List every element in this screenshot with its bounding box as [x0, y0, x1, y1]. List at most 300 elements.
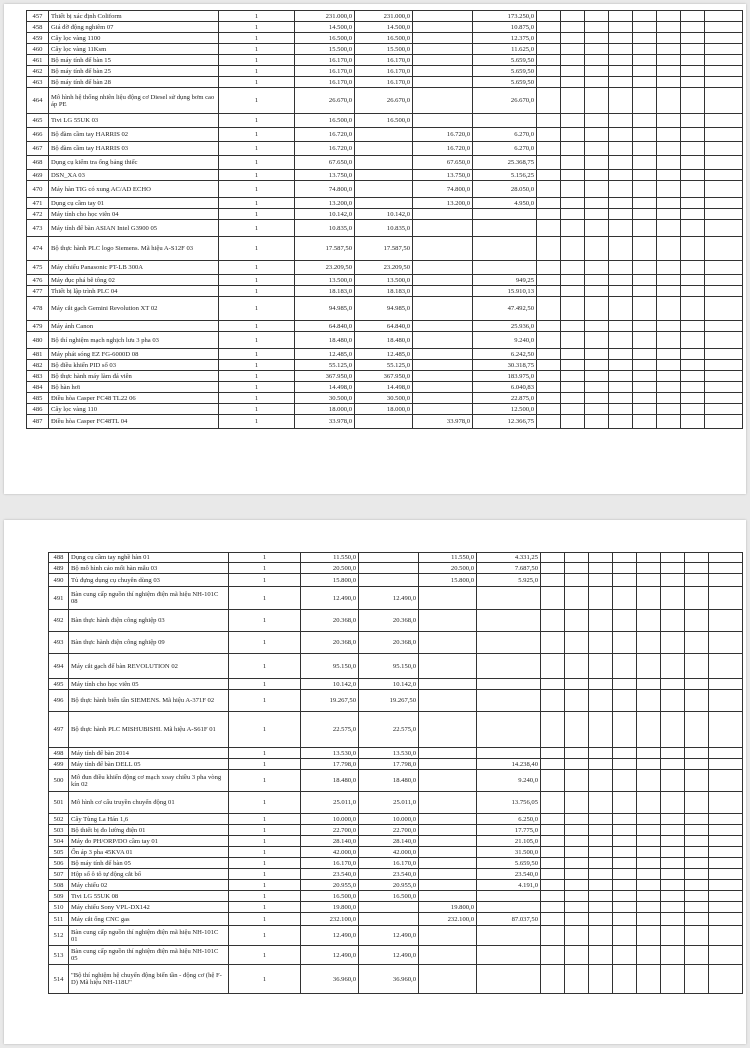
cell-v2: 20.368,0	[359, 632, 419, 654]
table-row	[27, 237, 743, 261]
cell-v1: 16.500,0	[295, 114, 355, 128]
cell-empty	[561, 321, 585, 332]
cell-v4	[477, 632, 541, 654]
cell-empty	[685, 679, 709, 690]
cell-v4: 9.240,0	[477, 770, 541, 792]
table-row	[49, 712, 743, 748]
cell-empty	[709, 891, 743, 902]
cell-empty	[541, 847, 565, 858]
table-row	[27, 114, 743, 128]
cell-empty	[637, 847, 661, 858]
cell-name: DSN_XA 03	[49, 170, 219, 181]
cell-name: Máy tính để bàn 2014	[69, 748, 229, 759]
table-row	[49, 690, 743, 712]
cell-stt: 490	[49, 574, 69, 587]
cell-v1: 28.140,0	[301, 836, 359, 847]
cell-empty	[609, 33, 633, 44]
cell-empty	[709, 574, 743, 587]
cell-v3	[419, 847, 477, 858]
cell-empty	[685, 926, 709, 946]
cell-empty	[657, 142, 681, 156]
cell-v3	[419, 632, 477, 654]
cell-stt: 494	[49, 654, 69, 679]
cell-empty	[637, 836, 661, 847]
cell-qty: 1	[219, 382, 295, 393]
cell-v3	[413, 321, 473, 332]
cell-empty	[561, 371, 585, 382]
cell-empty	[565, 770, 589, 792]
cell-empty	[637, 632, 661, 654]
cell-v2: 23.209,50	[355, 261, 413, 275]
cell-empty	[657, 77, 681, 88]
cell-qty: 1	[229, 574, 301, 587]
cell-empty	[633, 286, 657, 297]
cell-v4: 9.240,0	[473, 332, 537, 349]
cell-name: Bộ thực hành PLC MISHUBISHI. Mã hiệu A-S61F 01	[69, 712, 229, 748]
cell-qty: 1	[219, 77, 295, 88]
cell-v2: 16.170,0	[359, 858, 419, 869]
cell-v1: 10.142,0	[295, 209, 355, 220]
cell-empty	[709, 926, 743, 946]
cell-empty	[681, 393, 705, 404]
cell-empty	[633, 128, 657, 142]
cell-stt: 466	[27, 128, 49, 142]
cell-empty	[613, 792, 637, 814]
table-row	[27, 170, 743, 181]
cell-v4: 6.250,0	[477, 814, 541, 825]
cell-empty	[661, 632, 685, 654]
cell-empty	[609, 66, 633, 77]
cell-v3	[419, 610, 477, 632]
cell-empty	[585, 275, 609, 286]
cell-empty	[565, 965, 589, 994]
cell-empty	[709, 913, 743, 926]
cell-empty	[681, 220, 705, 237]
cell-name: Dụng cụ cầm tay 01	[49, 198, 219, 209]
cell-v2	[355, 142, 413, 156]
cell-v1: 16.170,0	[301, 858, 359, 869]
cell-empty	[685, 902, 709, 913]
cell-empty	[681, 142, 705, 156]
cell-v4: 31.500,0	[477, 847, 541, 858]
cell-empty	[537, 198, 561, 209]
cell-v3	[419, 690, 477, 712]
cell-empty	[541, 770, 565, 792]
cell-empty	[561, 297, 585, 321]
cell-v1: 13.200,0	[295, 198, 355, 209]
cell-empty	[681, 275, 705, 286]
cell-empty	[565, 902, 589, 913]
table-row	[27, 332, 743, 349]
cell-empty	[613, 654, 637, 679]
cell-empty	[681, 66, 705, 77]
cell-empty	[565, 574, 589, 587]
cell-qty: 1	[229, 902, 301, 913]
cell-v4	[477, 965, 541, 994]
cell-empty	[589, 690, 613, 712]
table-row	[27, 415, 743, 429]
cell-empty	[589, 759, 613, 770]
cell-v3	[413, 371, 473, 382]
cell-empty	[705, 360, 743, 371]
cell-empty	[681, 88, 705, 114]
cell-empty	[633, 33, 657, 44]
cell-empty	[613, 553, 637, 563]
cell-empty	[657, 170, 681, 181]
cell-empty	[709, 610, 743, 632]
cell-empty	[705, 332, 743, 349]
cell-empty	[565, 610, 589, 632]
cell-empty	[705, 77, 743, 88]
cell-empty	[537, 156, 561, 170]
table-row	[49, 880, 743, 891]
cell-qty: 1	[219, 371, 295, 382]
cell-empty	[561, 404, 585, 415]
cell-empty	[637, 869, 661, 880]
cell-empty	[589, 825, 613, 836]
cell-empty	[657, 156, 681, 170]
cell-empty	[637, 913, 661, 926]
cell-qty: 1	[229, 825, 301, 836]
cell-empty	[633, 44, 657, 55]
cell-stt: 460	[27, 44, 49, 55]
cell-empty	[609, 88, 633, 114]
cell-name: Máy chiếu Sony VPL-DX142	[69, 902, 229, 913]
cell-empty	[537, 297, 561, 321]
cell-v4: 13.756,05	[477, 792, 541, 814]
table-row	[49, 679, 743, 690]
cell-empty	[613, 587, 637, 610]
cell-stt: 479	[27, 321, 49, 332]
cell-qty: 1	[219, 332, 295, 349]
cell-empty	[585, 371, 609, 382]
cell-stt: 500	[49, 770, 69, 792]
cell-stt: 492	[49, 610, 69, 632]
cell-name: Bộ máy tính để bàn 15	[49, 55, 219, 66]
table-row	[27, 220, 743, 237]
cell-empty	[589, 654, 613, 679]
cell-v3	[419, 770, 477, 792]
cell-empty	[681, 22, 705, 33]
cell-empty	[657, 55, 681, 66]
cell-empty	[541, 553, 565, 563]
cell-empty	[609, 44, 633, 55]
cell-qty: 1	[229, 690, 301, 712]
cell-v2: 36.960,0	[359, 965, 419, 994]
cell-v2	[359, 902, 419, 913]
table-row	[27, 33, 743, 44]
cell-name: Máy đo PH/ORP/DO cầm tay 01	[69, 836, 229, 847]
cell-empty	[589, 814, 613, 825]
cell-empty	[609, 11, 633, 22]
cell-v2: 20.955,0	[359, 880, 419, 891]
cell-empty	[537, 170, 561, 181]
cell-qty: 1	[229, 792, 301, 814]
cell-name: Máy tính cho học viên 05	[69, 679, 229, 690]
cell-v2: 15.500,0	[355, 44, 413, 55]
cell-empty	[685, 759, 709, 770]
cell-name: Bộ thực hành biến tần SIEMENS. Mã hiệu A-371F 02	[69, 690, 229, 712]
table-row	[49, 926, 743, 946]
asset-table-page-1	[26, 10, 743, 429]
cell-v4	[477, 946, 541, 965]
cell-empty	[657, 66, 681, 77]
cell-qty: 1	[219, 393, 295, 404]
cell-empty	[685, 574, 709, 587]
cell-empty	[541, 792, 565, 814]
cell-empty	[613, 847, 637, 858]
cell-empty	[709, 748, 743, 759]
cell-v3	[419, 965, 477, 994]
cell-empty	[585, 297, 609, 321]
cell-v1: 64.840,0	[295, 321, 355, 332]
cell-empty	[633, 88, 657, 114]
cell-v2	[355, 128, 413, 142]
cell-v2: 13.530,0	[359, 748, 419, 759]
cell-empty	[589, 880, 613, 891]
cell-empty	[537, 321, 561, 332]
cell-name: Tủ đựng dụng cụ chuyên dùng 03	[69, 574, 229, 587]
cell-v1: 367.950,0	[295, 371, 355, 382]
cell-v1: 17.587,50	[295, 237, 355, 261]
cell-empty	[661, 679, 685, 690]
cell-qty: 1	[229, 926, 301, 946]
cell-stt: 495	[49, 679, 69, 690]
cell-empty	[657, 209, 681, 220]
cell-qty: 1	[229, 610, 301, 632]
cell-v4: 4.191,0	[477, 880, 541, 891]
cell-v4: 6.270,0	[473, 142, 537, 156]
cell-empty	[609, 332, 633, 349]
cell-v3	[413, 286, 473, 297]
cell-empty	[705, 297, 743, 321]
cell-empty	[637, 902, 661, 913]
cell-v1: 12.490,0	[301, 926, 359, 946]
cell-stt: 468	[27, 156, 49, 170]
cell-empty	[561, 209, 585, 220]
cell-empty	[613, 814, 637, 825]
cell-empty	[705, 128, 743, 142]
cell-v4: 10.875,0	[473, 22, 537, 33]
cell-empty	[633, 275, 657, 286]
cell-v2: 17.798,0	[359, 759, 419, 770]
cell-empty	[589, 869, 613, 880]
cell-v1: 95.150,0	[301, 654, 359, 679]
cell-empty	[585, 393, 609, 404]
cell-name: Tivi LG 55UK 03	[49, 114, 219, 128]
cell-stt: 488	[49, 553, 69, 563]
cell-name: Máy hàn TIG có xung AC/AD ECHO	[49, 181, 219, 198]
cell-name: Bộ máy tính để bàn 25	[49, 66, 219, 77]
cell-empty	[709, 965, 743, 994]
cell-v4: 25.936,0	[473, 321, 537, 332]
cell-v3: 232.100,0	[419, 913, 477, 926]
cell-name: Máy cắt gạch Gemini Revolution XT 02	[49, 297, 219, 321]
cell-v4: 7.687,50	[477, 563, 541, 574]
cell-v2: 13.500,0	[355, 275, 413, 286]
cell-empty	[613, 869, 637, 880]
cell-v2: 16.170,0	[355, 77, 413, 88]
cell-stt: 514	[49, 965, 69, 994]
cell-empty	[589, 965, 613, 994]
cell-empty	[633, 360, 657, 371]
cell-empty	[541, 574, 565, 587]
table-row	[49, 836, 743, 847]
cell-v3	[419, 926, 477, 946]
cell-qty: 1	[219, 261, 295, 275]
cell-empty	[537, 393, 561, 404]
cell-empty	[565, 679, 589, 690]
cell-qty: 1	[219, 237, 295, 261]
table-row	[27, 261, 743, 275]
cell-empty	[709, 792, 743, 814]
cell-empty	[661, 880, 685, 891]
cell-empty	[585, 261, 609, 275]
cell-qty: 1	[219, 297, 295, 321]
cell-v4	[477, 891, 541, 902]
cell-v2	[359, 913, 419, 926]
cell-v4: 12.375,0	[473, 33, 537, 44]
cell-v3	[413, 77, 473, 88]
cell-empty	[633, 55, 657, 66]
cell-v4: 5.156,25	[473, 170, 537, 181]
cell-v2: 26.670,0	[355, 88, 413, 114]
table-row	[49, 748, 743, 759]
cell-empty	[565, 946, 589, 965]
cell-name: Bộ máy tính để bàn 05	[69, 858, 229, 869]
cell-empty	[613, 610, 637, 632]
cell-empty	[681, 332, 705, 349]
cell-empty	[709, 553, 743, 563]
cell-qty: 1	[229, 748, 301, 759]
cell-empty	[705, 55, 743, 66]
cell-empty	[709, 836, 743, 847]
cell-empty	[685, 553, 709, 563]
cell-v2: 17.587,50	[355, 237, 413, 261]
cell-empty	[585, 404, 609, 415]
cell-empty	[633, 114, 657, 128]
cell-v2: 18.480,0	[359, 770, 419, 792]
cell-v3	[413, 382, 473, 393]
cell-v1: 67.650,0	[295, 156, 355, 170]
cell-empty	[657, 128, 681, 142]
cell-empty	[685, 587, 709, 610]
cell-empty	[685, 858, 709, 869]
cell-name: "Bộ thí nghiệm hệ chuyển động biến tần - động cơ (hệ F-D) Mã hiệu NH-118U"	[69, 965, 229, 994]
cell-v4: 949,25	[473, 275, 537, 286]
cell-stt: 491	[49, 587, 69, 610]
cell-empty	[657, 297, 681, 321]
cell-v3	[413, 55, 473, 66]
cell-qty: 1	[229, 836, 301, 847]
table-row	[27, 11, 743, 22]
cell-stt: 512	[49, 926, 69, 946]
cell-empty	[537, 77, 561, 88]
cell-v1: 12.485,0	[295, 349, 355, 360]
cell-name: Bộ thực hành máy làm đá viên	[49, 371, 219, 382]
cell-empty	[681, 209, 705, 220]
cell-empty	[633, 321, 657, 332]
cell-empty	[609, 170, 633, 181]
cell-empty	[681, 44, 705, 55]
cell-stt: 475	[27, 261, 49, 275]
cell-empty	[681, 382, 705, 393]
cell-empty	[561, 382, 585, 393]
cell-empty	[561, 22, 585, 33]
cell-empty	[561, 332, 585, 349]
cell-qty: 1	[229, 587, 301, 610]
cell-name: Thiết bị xác định Coliform	[49, 11, 219, 22]
cell-empty	[613, 712, 637, 748]
cell-v3: 74.800,0	[413, 181, 473, 198]
cell-empty	[637, 587, 661, 610]
cell-empty	[633, 382, 657, 393]
cell-v2: 18.183,0	[355, 286, 413, 297]
cell-empty	[565, 869, 589, 880]
cell-name: Máy tính để bàn DELL 05	[69, 759, 229, 770]
asset-table-page-2	[48, 552, 743, 994]
cell-stt: 486	[27, 404, 49, 415]
cell-stt: 502	[49, 814, 69, 825]
cell-empty	[709, 632, 743, 654]
cell-v4: 28.050,0	[473, 181, 537, 198]
cell-qty: 1	[219, 349, 295, 360]
cell-v3	[419, 825, 477, 836]
cell-empty	[561, 220, 585, 237]
cell-name: Bộ đàm cầm tay HARRIS 03	[49, 142, 219, 156]
cell-empty	[613, 965, 637, 994]
cell-v4: 5.659,50	[473, 77, 537, 88]
cell-v3	[413, 66, 473, 77]
cell-stt: 470	[27, 181, 49, 198]
cell-empty	[633, 156, 657, 170]
cell-empty	[637, 965, 661, 994]
table-row	[49, 770, 743, 792]
table-row	[27, 128, 743, 142]
table-row	[27, 77, 743, 88]
cell-empty	[657, 286, 681, 297]
cell-v4	[477, 679, 541, 690]
cell-v3	[419, 587, 477, 610]
cell-empty	[681, 371, 705, 382]
cell-v1: 18.480,0	[295, 332, 355, 349]
cell-empty	[705, 415, 743, 429]
cell-qty: 1	[219, 170, 295, 181]
cell-empty	[609, 261, 633, 275]
cell-v3	[413, 237, 473, 261]
cell-empty	[685, 712, 709, 748]
cell-empty	[705, 22, 743, 33]
cell-empty	[561, 128, 585, 142]
cell-empty	[637, 690, 661, 712]
cell-qty: 1	[219, 33, 295, 44]
cell-empty	[537, 55, 561, 66]
cell-empty	[585, 55, 609, 66]
cell-empty	[585, 286, 609, 297]
cell-empty	[705, 220, 743, 237]
cell-empty	[565, 553, 589, 563]
cell-empty	[541, 654, 565, 679]
cell-empty	[609, 22, 633, 33]
cell-empty	[657, 261, 681, 275]
cell-qty: 1	[219, 220, 295, 237]
cell-name: Hộp số ô tô tự động cắt bổ	[69, 869, 229, 880]
cell-name: Máy chiếu 02	[69, 880, 229, 891]
cell-name: Máy tính cho học viên 04	[49, 209, 219, 220]
cell-stt: 513	[49, 946, 69, 965]
cell-empty	[589, 902, 613, 913]
cell-v3	[419, 679, 477, 690]
